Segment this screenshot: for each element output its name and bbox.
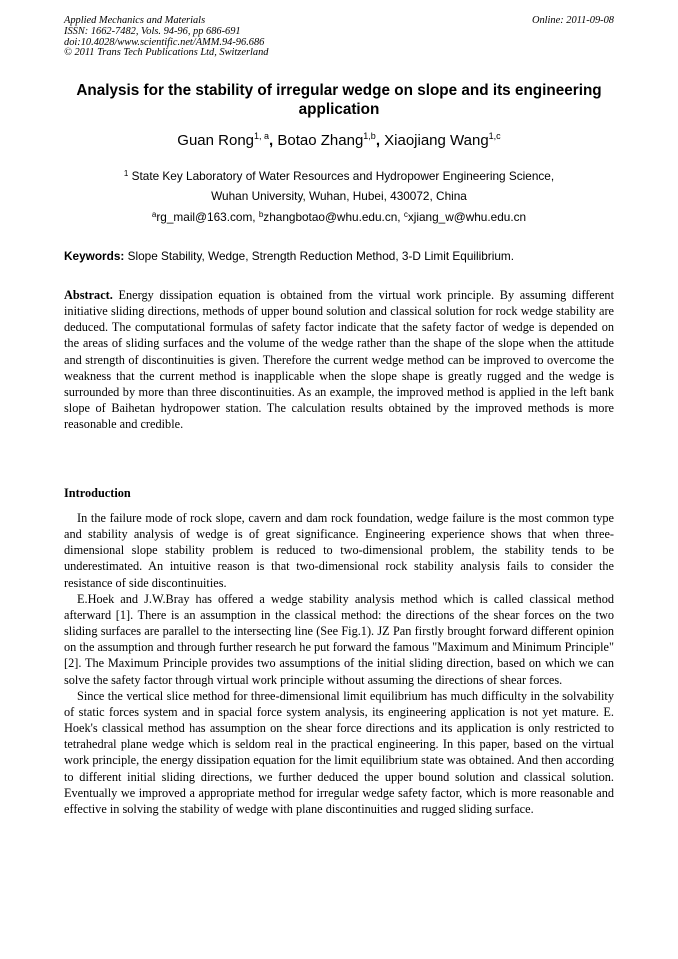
abstract-text: Energy dissipation equation is obtained from the virtual work principle. By assuming different initiative sliding directions, methods of upper bound solution and classical solution for rock wedge stability are deduced. The computational formulas of safety factor indicate that the safety factor of wedge is depended on the areas of sliding surfaces and the volume of the wedge rather than the shape of the slope when the attitude and strength of discontinuities is given. Therefore the current wedge method can be improved to overcome the weakness that the current method is inapplicable when the slope shape is greatly rugged and the wedge is surrounded by more than three discontinuities. As an example, the improved method is applied in the left bank slope of Baihetan hydropower station. The calculation results obtained by the improved methods is more reasonable and credible. bbox=[64, 288, 614, 432]
journal-header bbox=[64, 16, 424, 59]
email-address: zhangbotao@whu.edu.cn, bbox=[263, 210, 404, 224]
paragraph: E.Hoek and J.W.Bray has offered a wedge stability analysis method which is called classical method afterward [1]. There is an assumption in the classical method: the directions of the shear forces on the two sliding surfaces are parallel to the intersecting line (See Fig.1). JZ Pan firstly brought forward different opinion on the assumption and through further research he put forward the famous "Maximum and Minimum Principle" [2]. The Maximum Principle provides two assumptions of the initial sliding direction, based on which we can solve the safety factor through virtual work principle without assuming the directions of shear forces. bbox=[64, 591, 614, 687]
section-heading-introduction: Introduction bbox=[64, 486, 131, 500]
abstract bbox=[64, 287, 614, 432]
journal-doi: doi:10.4028/www.scientific.net/AMM.94-96.686 bbox=[64, 36, 265, 48]
affiliation-line-1: State Key Laboratory of Water Resources and Hydropower Engineering Science, bbox=[131, 169, 555, 183]
author-affiliation-mark: 1,b bbox=[363, 131, 376, 141]
online-date: Online: 2011-09-08 bbox=[531, 15, 614, 26]
author-affiliation-mark: 1, a bbox=[254, 131, 270, 141]
author-list: Guan Rong$^{1, a}$, Botao Zhang$^{1,b}$, Xiaojiang Wang$^{1,c}$ bbox=[177, 131, 501, 149]
author-name: Botao Zhang bbox=[277, 132, 364, 149]
introduction-body bbox=[64, 510, 614, 817]
email-address: rg_mail@163.com, bbox=[156, 210, 259, 224]
keywords bbox=[64, 248, 624, 264]
email-address: xjiang_w@whu.edu.cn bbox=[407, 210, 527, 224]
keywords-label: Keywords: bbox=[64, 249, 125, 263]
journal-issn: ISSN: 1662-7482, Vols. 94-96, pp 686-691 bbox=[64, 25, 241, 37]
email-mark: b bbox=[258, 210, 264, 219]
author-name: Guan Rong bbox=[177, 132, 255, 149]
paper-title: Analysis for the stability of irregular wedge on slope and its engineering application bbox=[76, 82, 602, 118]
email-mark: c bbox=[403, 210, 408, 219]
author-name: Xiaojiang Wang bbox=[384, 132, 489, 149]
abstract-label: Abstract. bbox=[64, 288, 113, 302]
affiliation bbox=[50, 167, 628, 206]
author-affiliation-mark: 1,c bbox=[488, 131, 501, 141]
paragraph: Since the vertical slice method for three-dimensional limit equilibrium has much difficulty in the solvability of static forces system and in spacial force system analysis, its engineering application is not yet mature. E. Hoek's classical method has assumption on the shear force directions and its application is only restricted to tetrahedral plane wedge which is seldom real in the practical engineering. In this paper, based on the virtual work principle, the energy dissipation equation for the limit equilibrium state was obtained. And then according to different initial sliding directions, we further deduced the upper bound solution and classical solution. Eventually we improved a appropriate method for irregular wedge safety factor, which is more reasonable and effective in solving the stability of wedge with plane discontinuities and rugged sliding surface. bbox=[64, 688, 614, 816]
email-mark: a bbox=[151, 210, 157, 219]
author-emails bbox=[50, 209, 628, 225]
keywords-text: Slope Stability, Wedge, Strength Reduction Method, 3-D Limit Equilibrium. bbox=[124, 249, 515, 263]
paragraph: In the failure mode of rock slope, cavern and dam rock foundation, wedge failure is the most common type and stability analysis of wedge is of great significance. Engineering experience shows that when three-dimensional slope stability problem is reduced to two-dimensional problem, the stability tends to be underestimated. An intuitive reason is that two-dimensional rock stability analysis fails to consider the resistance of side discontinuities. bbox=[64, 511, 614, 590]
affiliation-mark: 1 bbox=[123, 169, 129, 178]
journal-copyright: © 2011 Trans Tech Publications Ltd, Switzerland bbox=[64, 47, 269, 59]
affiliation-line-2: Wuhan University, Wuhan, Hubei, 430072, China bbox=[211, 188, 467, 203]
journal-name: Applied Mechanics and Materials bbox=[64, 15, 206, 26]
